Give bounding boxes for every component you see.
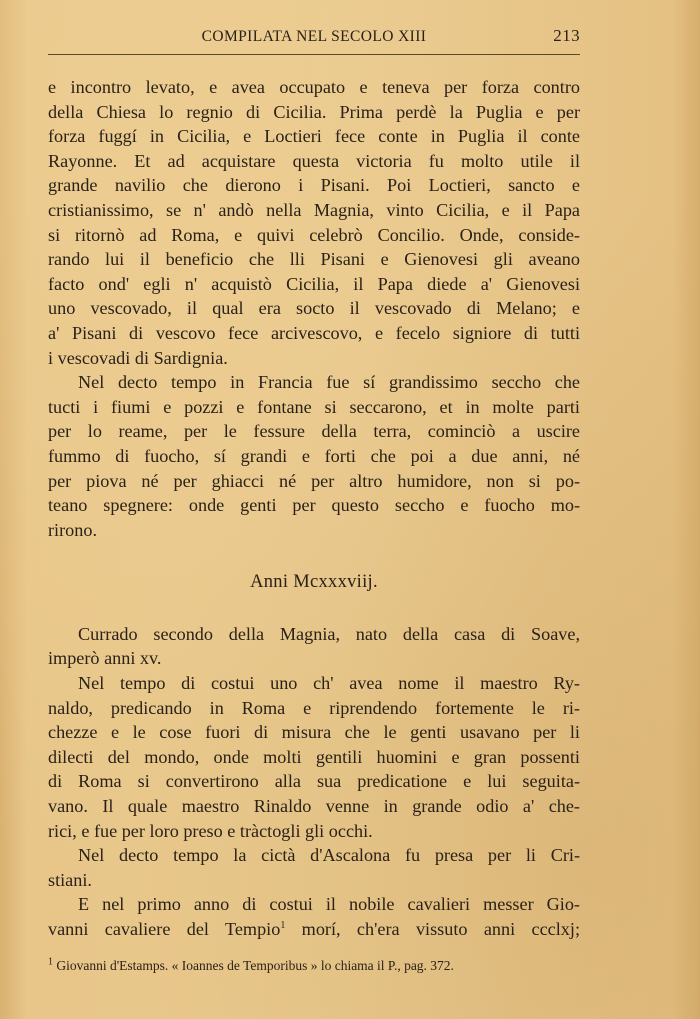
text-line: Nel decto tempo in Francia fue sí grandissimo seccho che <box>78 372 580 393</box>
text-line <box>48 917 580 942</box>
text-line: E nel primo anno di costui il nobile cavalieri messer Gio- <box>78 894 580 915</box>
paragraph-4 <box>48 671 580 843</box>
text-line: per piova né per ghiacci né per altro humidore, non si po- <box>48 470 580 491</box>
text-line: dilecti del mondo, onde molti gentili huomini e gran possenti <box>48 746 580 767</box>
footnote-mark: 1 <box>48 956 53 968</box>
footnote-text: Giovanni d'Estamps. « Ioannes de Temporibus » lo chiama il P., pag. 372. <box>53 958 454 973</box>
text-line: fummo di fuocho, sí grandi e forti che poi a due anni, né <box>48 445 580 466</box>
footnote-reference[interactable]: 1 <box>280 919 286 931</box>
paragraph-5 <box>48 843 580 892</box>
body-text <box>48 75 580 942</box>
paragraph-1 <box>48 75 580 370</box>
text-line: teano spegnere: onde genti per questo secchо e fuocho mo- <box>48 495 580 516</box>
text-line: rando lui il beneficio che lli Pisani e Gienovesi gli aveano <box>48 249 580 270</box>
text-line: facto ond' egli n' acquistò Cicilia, il Papa diede a' Gienovesi <box>48 273 580 294</box>
text-line: per lo reame, per le fessure della terra, cominciò a uscire <box>48 421 580 442</box>
book-page <box>48 22 580 942</box>
header-rule <box>48 54 580 55</box>
text-line: chezze e le cose fuori di misura che le genti usavano per li <box>48 722 580 743</box>
text-line: uno vescovado, il qual era socto il vescovado di Melano; e <box>48 298 580 319</box>
text-line: naldo, predicando in Roma e riprendendo fortemente le ri- <box>48 697 580 718</box>
text-line: Nel tempo di costui uno ch' avea nome il maestro Ry- <box>78 673 580 694</box>
text-line: forza fuggí in Cicilia, e Loctieri fece conte in Puglia il conte <box>48 126 580 147</box>
paragraph-3 <box>48 622 580 671</box>
text-line: rici, e fue per loro preso e tràctogli gli occhi. <box>48 820 373 841</box>
text-line: vano. Il quale maestro Rinaldo venne in grande odio a' che- <box>48 796 580 817</box>
text-line: Currado secondo della Magnia, nato della casa di Soave, <box>78 623 580 644</box>
text-line: cristianissimo, se n' andò nella Magnia, vinto Cicilia, e il Papa <box>48 199 580 220</box>
paragraph-2 <box>48 370 580 542</box>
footnote <box>48 958 588 974</box>
text-line: i vescovadi di Sardignia. <box>48 347 228 368</box>
running-title: COMPILATA NEL SECOLO XIII <box>201 28 427 45</box>
text-line: della Chiesa lo regnio di Cicilia. Prima perdè la Puglia e per <box>48 101 580 122</box>
text-line: stiani. <box>48 869 92 890</box>
text-line: si ritornò ad Roma, e quivi celebrò Concilio. Onde, conside- <box>48 224 580 245</box>
text-segment: vanni cavaliere del Tempio <box>48 919 281 939</box>
page-number: 213 <box>553 26 580 45</box>
section-heading: Anni Mcxxxviij. <box>250 572 378 593</box>
text-line: e incontro levato, e avea occupato e teneva per forza contro <box>48 77 580 97</box>
text-line: Rayonne. Et ad acquistare questa victoria fu molto utile il <box>48 150 580 171</box>
text-line: Nel decto tempo la cictà d'Ascalona fu presa per li Cri- <box>78 845 580 866</box>
text-line: a' Pisani di vescovo fece arcivescovo, e fecelo signiore di tutti <box>48 322 580 343</box>
paragraph-6 <box>48 892 580 941</box>
running-head <box>48 22 580 52</box>
text-line: grande navilio che dierono i Pisani. Poi Loctieri, sancto e <box>48 175 580 196</box>
text-line: imperò anni xv. <box>48 648 162 669</box>
text-line: rirono. <box>48 519 97 540</box>
text-line: di Roma si convertirono alla sua predicatione e lui seguita- <box>48 771 580 792</box>
text-line: tucti i fiumi e pozzi e fontane si seccarono, et in molte parti <box>48 396 580 417</box>
text-segment: morí, ch'era vissuto anni ccclxj; <box>285 919 580 939</box>
